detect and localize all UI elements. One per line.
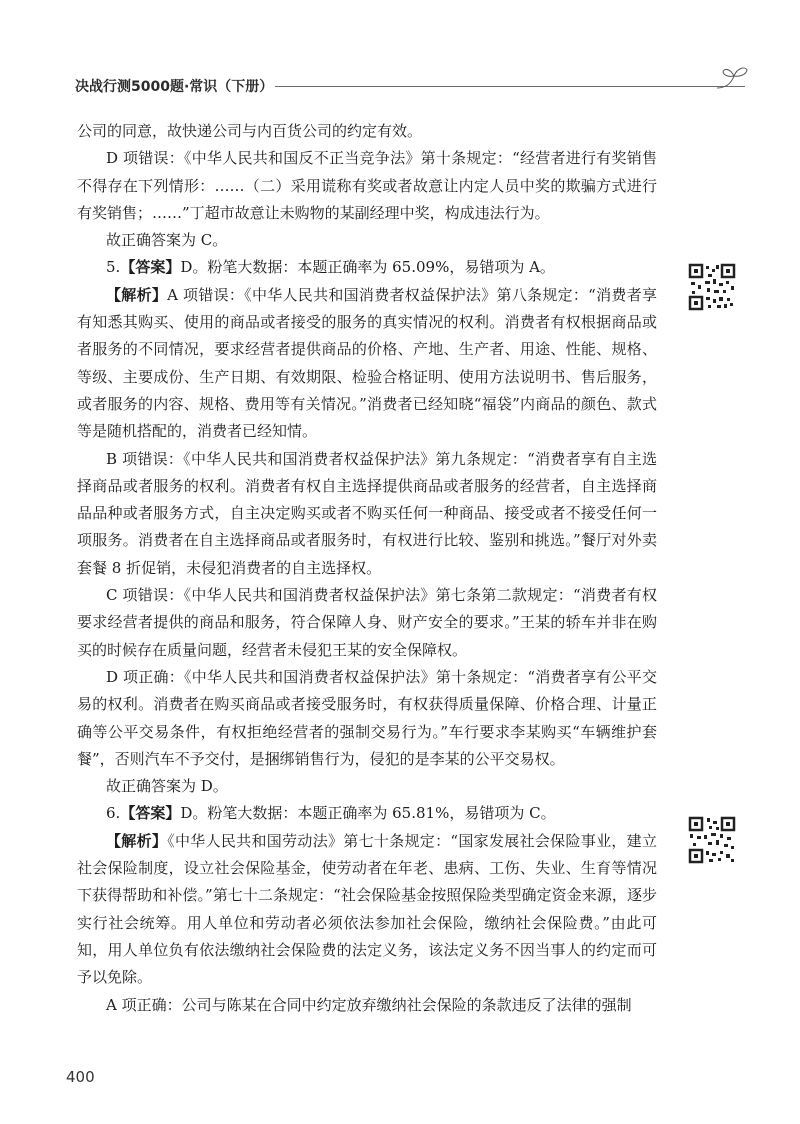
qr-code-icon[interactable] xyxy=(688,263,736,311)
paragraph: 故正确答案为 D。 xyxy=(106,777,228,796)
analysis-paragraph-6 xyxy=(77,828,657,992)
analysis-text: 《中华人民共和国劳动法》第七十条规定：“国家发展社会保险事业，建立社会保险制度，设立社会保险基金，使劳动者在年老、患病、工伤、失业、生育等情况下获得帮助和补偿。”第七十二条规定：“社会保险基金按照保险类型确定资金来源，逐步实行社会统筹。用人单位和劳动者必须依法参加社会保险，缴纳社会保险费。”由此可知，用人单位负有依法缴纳社会保险费的法定义务，该法定义务不因当事人的约定而可予以免除。 xyxy=(77,831,657,987)
book-title: 决战行测5000题·常识（下册） xyxy=(75,79,274,95)
question-number: 6. xyxy=(106,804,121,823)
question-number: 5. xyxy=(106,258,121,277)
page-number: 400 xyxy=(66,1068,95,1086)
analysis-label: 【解析】 xyxy=(106,831,168,850)
qr-code-icon[interactable] xyxy=(688,816,736,864)
running-header xyxy=(75,66,745,106)
analysis-text: A 项错误：《中华人民共和国消费者权益保护法》第八条规定：“消费者享有知悉其购买、使用的商品或者接受的服务的真实情况的权利。消费者有权根据商品或者服务的不同情况，要求经营者提供商品的价格、产地、生产者、用途、性能、规格、等级、主要成份、生产日期、有效期限、检验合格证明、使用方法说明书、售后服务，或者服务的内容、规格、费用等有关情况。”消费者已经知晓“福袋”内商品的颜色、款式等是随机搭配的，消费者已经知情。 xyxy=(77,285,657,441)
paragraph: 故正确答案为 C。 xyxy=(106,231,228,250)
paragraph: B 项错误：《中华人民共和国消费者权益保护法》第九条规定：“消费者享有自主选择商品或者服务的权利。消费者有权自主选择提供商品或者服务的经营者，自主选择商品品种或者服务方式，自主决定购买或者不购买任何一种商品、接受或者不接受任何一项服务。消费者在自主选择商品或者服务时，有权进行比较、鉴别和挑选。”餐厅对外卖套餐 8 折促销，未侵犯消费者的自主选择权。 xyxy=(77,449,657,577)
page-body xyxy=(77,118,657,1019)
analysis-label: 【解析】 xyxy=(106,285,168,304)
paragraph: D 项错误：《中华人民共和国反不正当竞争法》第十条规定：“经营者进行有奖销售不得存在下列情形：……（二）采用谎称有奖或者故意让内定人员中奖的欺骗方式进行有奖销售；……”丁超市故意让未购物的某副经理中奖，构成违法行为。 xyxy=(77,149,657,222)
answer-text: D。粉笔大数据：本题正确率为 65.09%，易错项为 A。 xyxy=(180,258,555,277)
paragraph: D 项正确：《中华人民共和国消费者权益保护法》第十条规定：“消费者享有公平交易的权利。消费者在购买商品或者接受服务时，有权获得质量保障、价格合理、计量正确等公平交易条件，有权拒绝经营者的强制交易行为。”车行要求李某购买“车辆维护套餐”，否则汽车不予交付，是捆绑销售行为，侵犯的是李某的公平交易权。 xyxy=(77,667,657,768)
answer-label: 【答案】 xyxy=(120,258,181,277)
paragraph: C 项错误：《中华人民共和国消费者权益保护法》第七条第二款规定：“消费者有权要求经营者提供的商品和服务，符合保障人身、财产安全的要求。”王某的轿车并非在购买的时候存在质量问题，经营者未侵犯王某的安全保障权。 xyxy=(77,586,657,659)
answer-text: D。粉笔大数据：本题正确率为 65.81%，易错项为 C。 xyxy=(180,804,556,823)
answer-paragraph-5 xyxy=(77,254,657,281)
answer-paragraph-6 xyxy=(77,800,657,827)
sprout-icon xyxy=(715,62,753,94)
answer-label: 【答案】 xyxy=(120,804,181,823)
paragraph: A 项正确：公司与陈某在合同中约定放弃缴纳社会保险的条款违反了法律的强制 xyxy=(106,995,632,1014)
paragraph: 公司的同意，故快递公司与内百货公司的约定有效。 xyxy=(77,122,423,140)
header-rule xyxy=(275,86,745,87)
analysis-paragraph-5 xyxy=(77,282,657,446)
